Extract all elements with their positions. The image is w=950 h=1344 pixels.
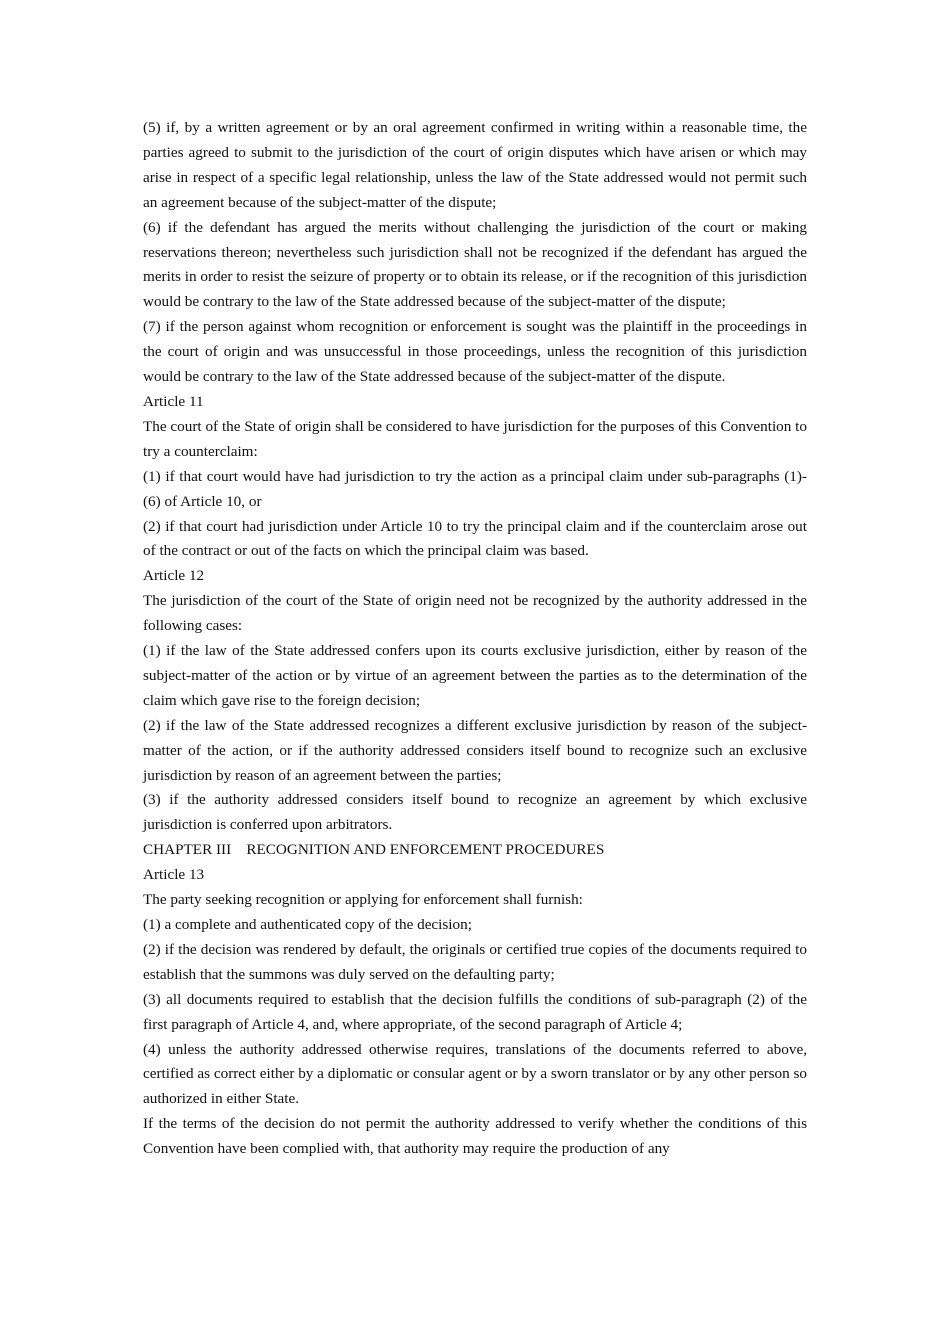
article-12-heading: Article 12 (143, 567, 205, 585)
article-13-closing: If the terms of the decision do not permit the authority addressed to verify whether the conditions of this Convention have been complied with, that authority may require the production of any (143, 1115, 807, 1158)
article-13-item-4: (4) unless the authority addressed otherwise requires, translations of the documents referred to above, certified as correct either by a diplomatic or consular agent or by a sworn translator or by any other person so authorized in either State. (143, 1040, 807, 1108)
article-13-item-3: (3) all documents required to establish that the decision fulfills the conditions of sub-paragraph (2) of the first paragraph of Article 4, and, where appropriate, of the second paragraph of Article 4; (143, 990, 807, 1033)
article-11-item-1: (1) if that court would have had jurisdiction to try the action as a principal claim under sub-paragraphs (1)-(6) of Article 10, or (143, 467, 807, 510)
chapter-3-heading: CHAPTER III RECOGNITION AND ENFORCEMENT PROCEDURES (143, 841, 605, 859)
article-11-item-2: (2) if that court had jurisdiction under Article 10 to try the principal claim and if the counterclaim arose out of the contract or out of the facts on which the principal claim was based. (143, 517, 807, 560)
paragraph-6: (6) if the defendant has argued the merits without challenging the jurisdiction of the court or making reservations thereon; nevertheless such jurisdiction shall not be recognized if the defendant has argued the merits in order to resist the seizure of property or to obtain its release, or if the recognition of this jurisdiction would be contrary to the law of the State addressed because of the subject-matter of the dispute; (143, 218, 807, 311)
article-13-item-2: (2) if the decision was rendered by default, the originals or certified true copies of the documents required to establish that the summons was duly served on the defaulting party; (143, 940, 807, 983)
article-12-item-1: (1) if the law of the State addressed confers upon its courts exclusive jurisdiction, either by reason of the subject-matter of the action or by virtue of an agreement between the parties as to the determination of the claim which gave rise to the foreign decision; (143, 642, 807, 709)
article-12-item-2: (2) if the law of the State addressed recognizes a different exclusive jurisdiction by reason of the subject-matter of the action, or if the authority addressed considers itself bound to recognize such an exclusive jurisdiction by reason of an agreement between the parties; (143, 716, 807, 784)
article-12-item-3: (3) if the authority addressed considers itself bound to recognize an agreement by which exclusive jurisdiction is conferred upon arbitrators. (143, 791, 807, 834)
document-page (143, 116, 807, 1162)
article-12-intro: The jurisdiction of the court of the State of origin need not be recognized by the authority addressed in the following cases: (143, 592, 807, 635)
paragraph-5: (5) if, by a written agreement or by an oral agreement confirmed in writing within a reasonable time, the parties agreed to submit to the jurisdiction of the court of origin disputes which have arisen or which may arise in respect of a specific legal relationship, unless the law of the State addressed would not permit such an agreement because of the subject-matter of the dispute; (143, 119, 807, 211)
article-11-intro: The court of the State of origin shall be considered to have jurisdiction for the purposes of this Convention to try a counterclaim: (143, 417, 807, 460)
article-11-heading: Article 11 (143, 392, 204, 410)
article-13-intro: The party seeking recognition or applying for enforcement shall furnish: (143, 891, 583, 909)
article-13-item-1: (1) a complete and authenticated copy of the decision; (143, 916, 472, 933)
article-13-heading: Article 13 (143, 866, 205, 884)
paragraph-7: (7) if the person against whom recognition or enforcement is sought was the plaintiff in the proceedings in the court of origin and was unsuccessful in those proceedings, unless the recognition of this jurisdiction would be contrary to the law of the State addressed because of the subject-matter of the dispute. (143, 318, 807, 386)
